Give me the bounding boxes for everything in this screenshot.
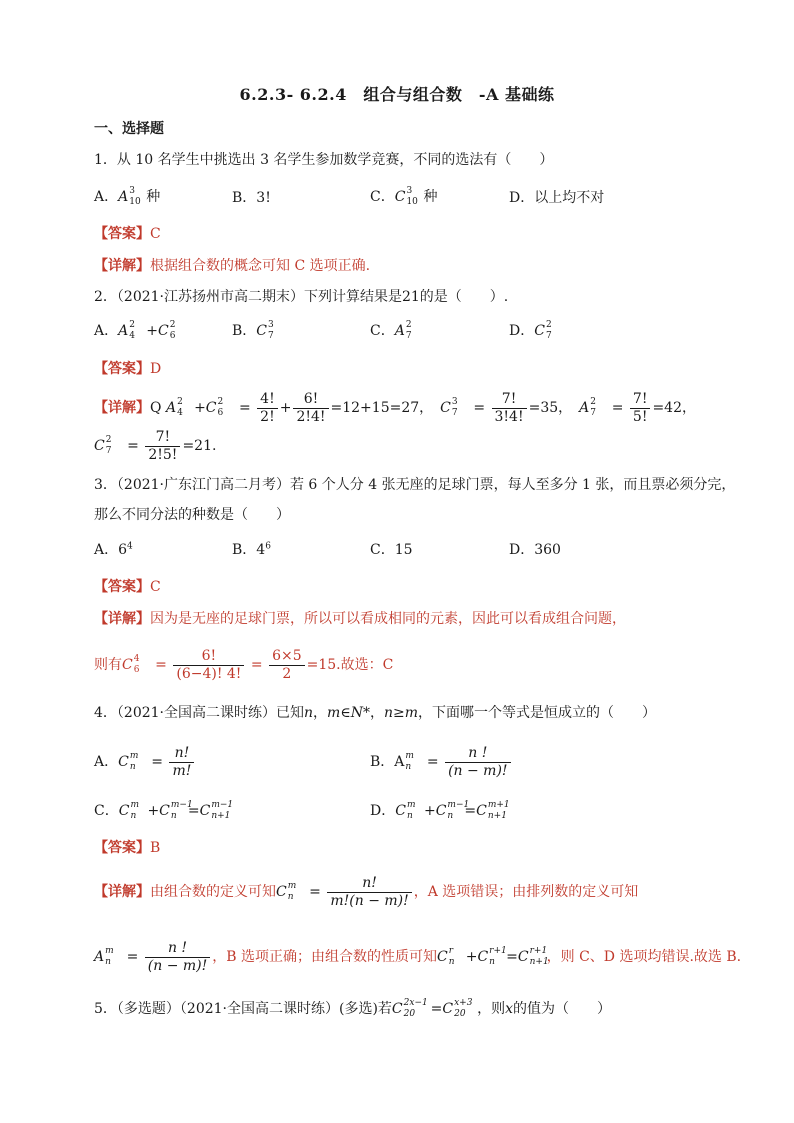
q4-answer: 【答案】B <box>94 840 161 856</box>
q3-stem-line1: 3．（2021·广东江门高二月考）若 6 个人分 4 张无座的足球门票，每人至多分 1 张，而且票必须分完， <box>94 477 736 493</box>
page-title: 6.2.3- 6.2.4 组合与组合数 -A 基础练 <box>239 85 555 104</box>
q3-answer: 【答案】C <box>94 579 161 595</box>
q1-option-c: C．C 3 10 种 <box>370 186 438 207</box>
q3-detail-calc: 则有C 4 6 = $\frac{6!}{(6-4)! 4!}$ = $\frac{6\times 5}{2}$ =15.故选：C <box>94 647 394 682</box>
q1-stem: 1．从 10 名学生中挑选出 3 名学生参加数学竞赛，不同的选法有（ ） <box>94 152 554 168</box>
q2-option-a: A．A 2 4 +C 2 6 <box>94 320 176 341</box>
q3-option-c: C．15 <box>370 542 413 558</box>
q2-stem: 2．（2021·江苏扬州市高二期末）下列计算结果是21的是（ ）. <box>94 289 509 305</box>
q1-option-b: B．3! <box>232 190 271 206</box>
q4-option-d: D．C m n +C m−1 n =C m+1 n+1 <box>370 800 510 821</box>
q4-detail: 【详解】由组合数的定义可知C m n = $\frac{n!}{m!(n - m)!}$ ，A 选项错误；由排列数的定义可知 <box>94 874 639 909</box>
q2-option-d: D．C 2 7 <box>509 320 552 341</box>
q2-option-c: C．A 2 7 <box>370 320 412 341</box>
q3-stem-line2: 那么不同分法的种数是（ ） <box>94 507 290 523</box>
q4-stem: 4．（2021·全国高二课时练）已知n，m∈N*，n≥m，下面哪一个等式是恒成立的（ ） <box>94 705 656 721</box>
q1-option-d: D．以上均不对 <box>509 190 605 206</box>
q2-option-b: B．C 3 7 <box>232 320 274 341</box>
q3-option-b: B．$4^6$ <box>232 541 271 558</box>
q1-answer: 【答案】C <box>94 226 161 242</box>
q4-option-a: A．C m n = $\frac{n!}{m!}$ <box>94 742 196 782</box>
q5-stem: 5．（多选题）（2021·全国高二课时练）(多选)若C 2x−1 20 =C x+3 20 ，则x的值为（ ） <box>94 998 611 1019</box>
section-heading: 一、选择题 <box>94 121 164 137</box>
q4-detail-cont: A m n = $\frac{n !}{(n - m)!}$ ，B 选项正确；由组合数的性质可知C r n +C r+1 n =C r+1 n+1 ，则 C、D 选项均错误.故选 B. <box>94 939 742 974</box>
q2-answer: 【答案】D <box>94 361 162 377</box>
q1-detail: 【详解】根据组合数的概念可知 C 选项正确. <box>94 258 371 274</box>
q3-option-a: A．$6^4$ <box>94 541 133 558</box>
q2-detail-cont: C 2 7 = $\frac{7!}{2!5!}$ =21. <box>94 428 217 463</box>
q1-option-a: A．A 3 10 种 <box>94 186 161 207</box>
q4-option-c: C．C m n +C m−1 n =C m−1 n+1 <box>94 800 234 821</box>
q3-option-d: D．360 <box>509 542 561 558</box>
q4-option-b: B．A m n = $\frac{n !}{(n - m)!}$ <box>370 742 513 782</box>
q3-detail: 【详解】因为是无座的足球门票，所以可以看成相同的元素，因此可以看成组合问题， <box>94 611 626 627</box>
q2-detail: 【详解】Q A 2 4 +C 2 6 = $\frac{4!}{2!}$ + $\frac{6!}{2!4!}$ =12+15=27， C 3 7 = $\frac{7!}{3!4!}$ =35， A 2 7 = $\frac{7!}{5!}$ =42， <box>94 390 696 425</box>
